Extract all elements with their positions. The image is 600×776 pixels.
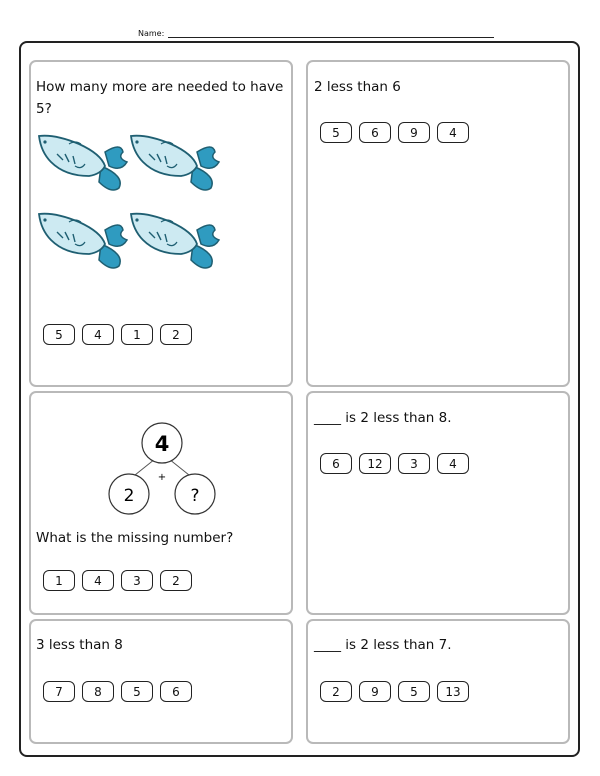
fish-icon <box>127 210 223 274</box>
name-line[interactable] <box>168 27 494 38</box>
answer-choice[interactable]: 13 <box>437 681 469 702</box>
question-prompt: 2 less than 6 <box>314 79 401 95</box>
question-cell-4 <box>306 391 570 615</box>
question-cell-2 <box>306 60 570 387</box>
part-left-value: 2 <box>123 486 135 506</box>
answer-choice[interactable]: 3 <box>121 570 153 591</box>
question-cell-5 <box>29 619 293 744</box>
answer-choice[interactable]: 5 <box>43 324 75 345</box>
part-right-value: ? <box>190 486 200 506</box>
answer-choice[interactable]: 5 <box>398 681 430 702</box>
answer-choice[interactable]: 9 <box>398 122 430 143</box>
answer-choices <box>43 570 192 591</box>
question-cell-6 <box>306 619 570 744</box>
answer-choice[interactable]: 4 <box>82 324 114 345</box>
answer-choice[interactable]: 1 <box>121 324 153 345</box>
answer-choice[interactable]: 1 <box>43 570 75 591</box>
name-row <box>138 24 494 38</box>
answer-choice[interactable]: 7 <box>43 681 75 702</box>
answer-choices <box>43 324 192 345</box>
answer-choice[interactable]: 5 <box>121 681 153 702</box>
answer-choice[interactable]: 6 <box>160 681 192 702</box>
fish-icon <box>35 132 131 196</box>
answer-choices <box>43 681 192 702</box>
name-label: Name: <box>138 29 165 38</box>
whole-value: 4 <box>154 432 170 456</box>
answer-choice[interactable]: 2 <box>160 570 192 591</box>
answer-choice[interactable]: 12 <box>359 453 391 474</box>
answer-choice[interactable]: 4 <box>82 570 114 591</box>
question-prompt: 3 less than 8 <box>36 637 123 653</box>
answer-choices <box>320 122 469 143</box>
fish-icon <box>127 132 223 196</box>
question-prompt: ____ is 2 less than 7. <box>314 637 452 653</box>
question-cell-3 <box>29 391 293 615</box>
answer-choice[interactable]: 9 <box>359 681 391 702</box>
answer-choice[interactable]: 3 <box>398 453 430 474</box>
answer-choice[interactable]: 4 <box>437 453 469 474</box>
answer-choice[interactable]: 2 <box>160 324 192 345</box>
answer-choice[interactable]: 6 <box>320 453 352 474</box>
fish-icon <box>35 210 131 274</box>
answer-choices <box>320 453 469 474</box>
answer-choice[interactable]: 4 <box>437 122 469 143</box>
question-prompt: What is the missing number? <box>36 530 234 546</box>
answer-choices <box>320 681 469 702</box>
answer-choice[interactable]: 6 <box>359 122 391 143</box>
operator-sign: + <box>157 472 167 483</box>
number-bond-diagram <box>105 421 219 517</box>
answer-choice[interactable]: 8 <box>82 681 114 702</box>
question-prompt: How many more are needed to have 5? <box>36 79 284 117</box>
question-prompt: ____ is 2 less than 8. <box>314 410 452 426</box>
answer-choice[interactable]: 5 <box>320 122 352 143</box>
question-cell-1 <box>29 60 293 387</box>
answer-choice[interactable]: 2 <box>320 681 352 702</box>
